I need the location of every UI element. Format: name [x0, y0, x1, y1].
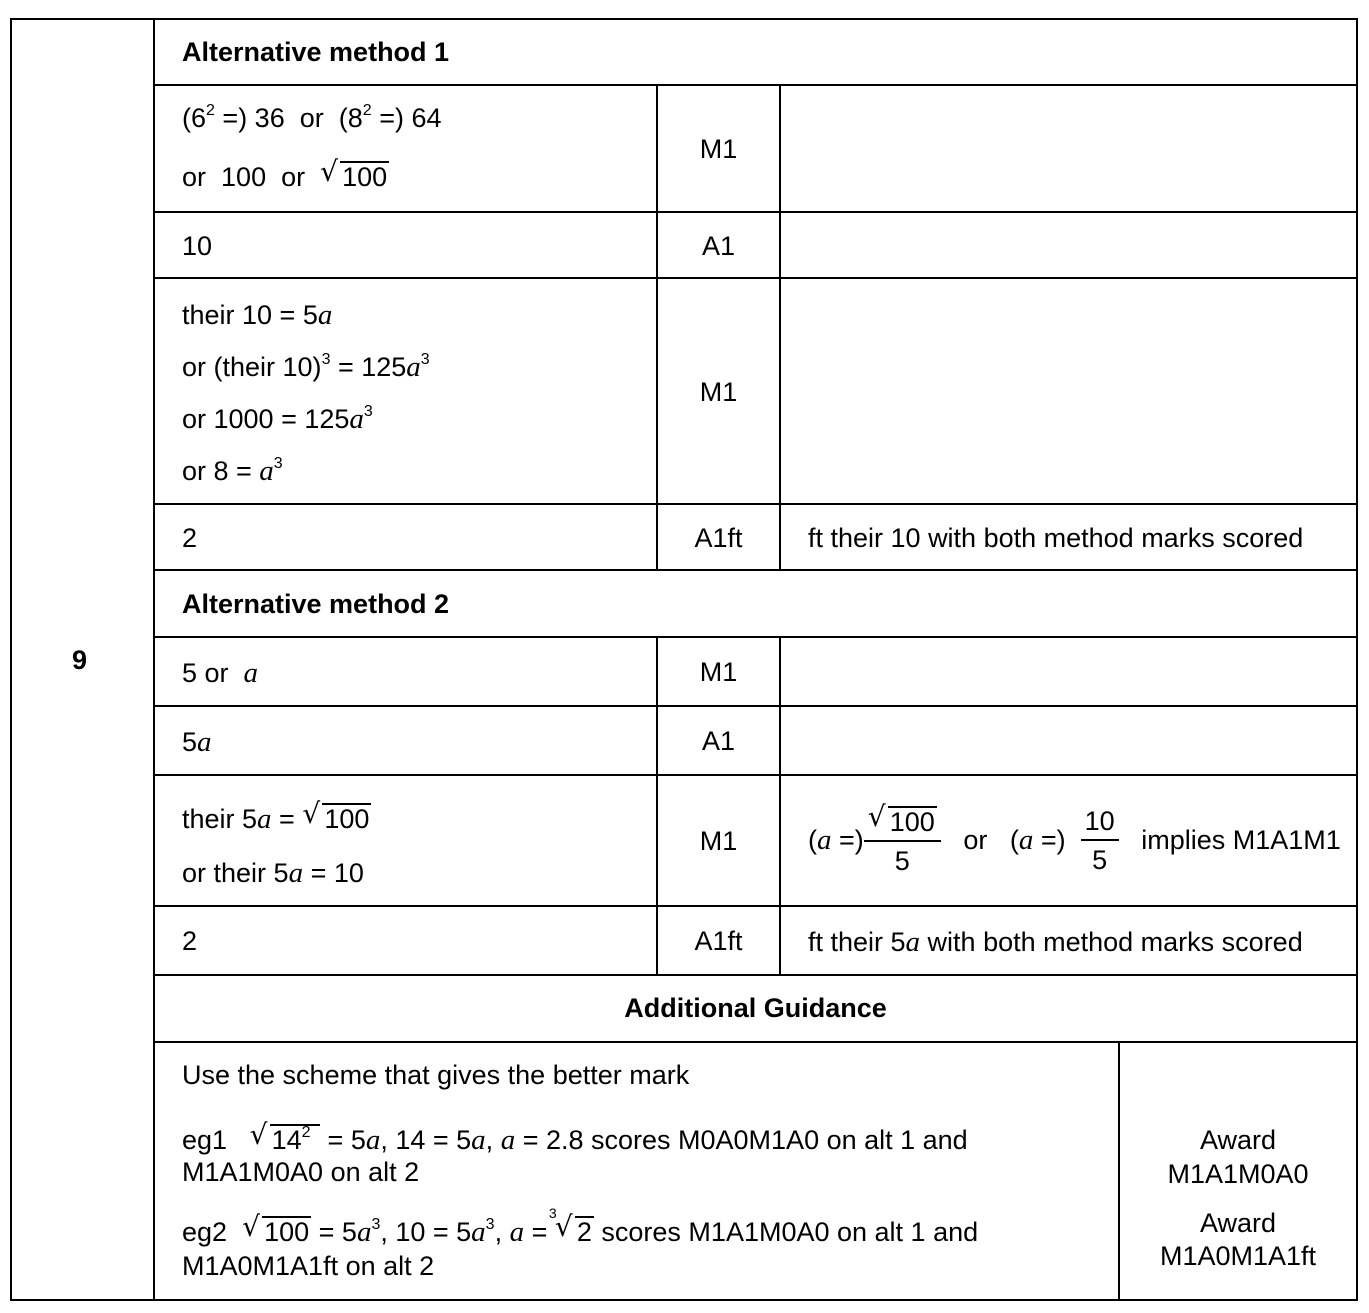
row-divider	[153, 1041, 1357, 1043]
guidance-line1: Use the scheme that gives the better mark	[182, 1060, 690, 1090]
comment-column-divider	[779, 84, 781, 571]
table-left-border	[10, 18, 12, 1301]
alt2-row4-comment: ft their 5a with both method marks scored	[808, 926, 1303, 958]
eg2-award-label: Award	[1199, 1208, 1277, 1238]
alt1-row3-line2: or (their $10)^3 = 125a^3$	[182, 351, 430, 383]
alt2-row1-mark: M1	[699, 657, 738, 687]
alt1-row1-mark: M1	[699, 134, 738, 164]
question-number: 9	[72, 645, 88, 675]
alt1-row3-line4: or $8 = a^3$	[182, 455, 283, 487]
alt2-row3-mark: M1	[699, 826, 738, 856]
alt1-row1-line1: ($6^2$ =) 36 or ($8^2$ =) 64	[182, 102, 442, 133]
row-divider	[153, 974, 1357, 976]
cube-root-symbol: √ 3 2	[555, 1216, 594, 1246]
row-divider	[153, 905, 1357, 907]
alt2-heading: Alternative method 2	[182, 589, 450, 619]
alt2-row2-mark: A1	[701, 726, 736, 756]
fraction-sqrt100-over-5: √ $\frac{100}{5}$	[864, 806, 941, 875]
guidance-heading: Additional Guidance	[624, 993, 887, 1023]
alt1-row2-mark: A1	[701, 231, 736, 261]
row-divider	[153, 705, 1357, 707]
sqrt-symbol: √ 100	[868, 806, 937, 836]
fraction-10-over-5: $\frac{10}{5}$	[1081, 808, 1119, 874]
alt1-heading: Alternative method 1	[182, 37, 450, 67]
eg1-award-label: Award	[1199, 1125, 1277, 1155]
sqrt-symbol: √ 100	[320, 161, 389, 191]
alt1-row4-comment: ft their 10 with both method marks scored	[808, 523, 1304, 553]
alt1-row3-line1: their 10 = 5a	[182, 299, 333, 331]
alt2-row2-answer: 5a	[182, 726, 212, 758]
alt1-row3-line3: or $1000 = 125a^3$	[182, 403, 373, 435]
table-top-border	[10, 18, 1358, 20]
row-divider	[153, 277, 1357, 279]
alt1-row3-mark: M1	[699, 377, 738, 407]
alt2-row4-answer: 2	[182, 926, 198, 956]
alt1-row4-mark: A1ft	[694, 523, 743, 553]
row-divider	[153, 503, 1357, 505]
mark-column-divider	[656, 636, 658, 975]
row-divider	[153, 84, 1357, 86]
sqrt-symbol: √ 100	[302, 803, 371, 833]
guidance-eg1-line2: M1A1M0A0 on alt 2	[182, 1157, 420, 1187]
alt2-row3-comment: (a =) √ $\frac{100}{5}$ or (a =) $\frac{10}{5}$ implies M1A1M1	[808, 806, 1341, 875]
row-divider	[153, 211, 1357, 213]
alt1-row4-answer: 2	[182, 523, 198, 553]
eg1-award-value: M1A1M0A0	[1167, 1159, 1309, 1189]
comment-column-divider	[779, 636, 781, 975]
alt2-row3-line2: or their 5a = 10	[182, 857, 364, 889]
alt2-row4-mark: A1ft	[694, 926, 743, 956]
alt1-row1-line2: or 100 or √ 100	[182, 161, 389, 191]
table-bottom-border	[10, 1299, 1358, 1301]
row-divider	[153, 636, 1357, 638]
guidance-eg1-line1: eg1 √ $14^2 = 5a$, 14 = 5a, a = 2.8 scores M0A0M1A0 on alt 1 and	[182, 1124, 968, 1155]
eg2-award-value: M1A0M1A1ft	[1159, 1241, 1317, 1271]
alt2-row1-answer: 5 or a	[182, 657, 259, 689]
guidance-eg2-line2: M1A0M1A1ft on alt 2	[182, 1251, 435, 1281]
row-divider	[153, 569, 1357, 571]
sqrt-symbol: √ 100	[242, 1216, 311, 1246]
row-divider	[153, 774, 1357, 776]
alt1-row2-answer: 10	[182, 231, 213, 261]
alt2-row3-line1: their 5a = √ 100	[182, 803, 371, 834]
sqrt-symbol: √ $14^2$	[250, 1124, 320, 1154]
guidance-eg2-line1: eg2 √ $100 = 5a^3$, $10 = 5a^3$, a = √ 3 2 scores M1A1M0A0 on alt 1 and	[182, 1216, 978, 1247]
